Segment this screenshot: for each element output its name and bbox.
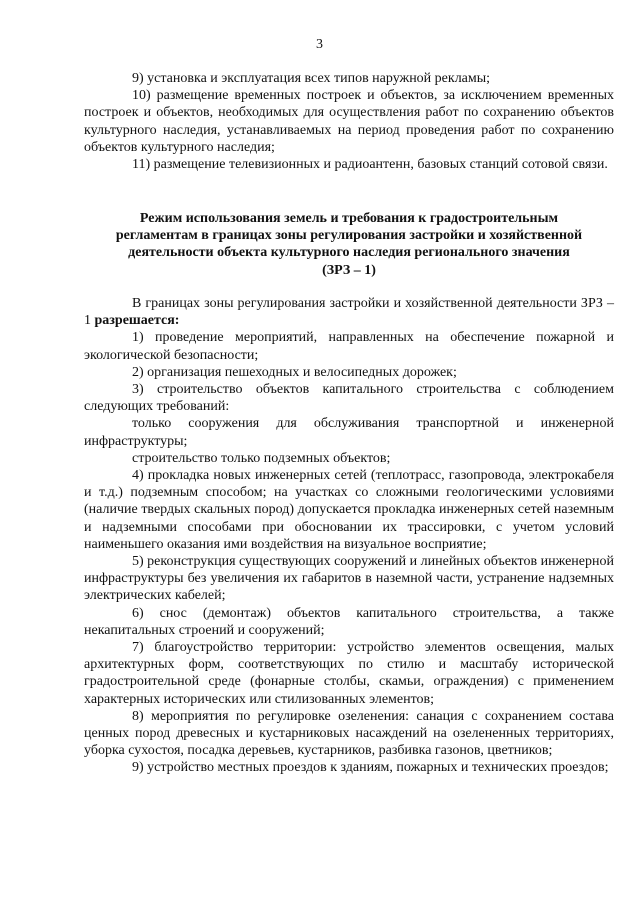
paragraph-item-9-advertising: 9) установка и эксплуатация всех типов наружной рекламы; [132,71,491,86]
paragraph-item-10-temporary-buildings: 10) размещение временных построек и объектов, за исключением временных построек и объектов, необходимых для осуществления работ по сохранению объектов культурного наследия, устанавливаемых на период проведения работ по сохранению объектов культурного наследия; [84,88,614,155]
intro-paragraph [84,295,614,329]
list-item: строительство только подземных объектов; [132,450,391,466]
list-item: 3) строительство объектов капитального строительства с соблюдением следующих требований: [84,382,614,415]
page-number: 3 [316,37,323,52]
heading-line-4: (ЗРЗ – 1) [322,262,376,278]
list-item: 4) прокладка новых инженерных сетей (теплотрасс, газопровода, электрокабеля и т.д.) подземным способом; на участках со сложными геологическими условиями (наличие твердых скальных пород) допускается прокладка инженерных сетей наземным и надземными способами при обосновании их трассировки, с учетом условий наименьшего оказания ими воздействия на визуальное восприятие; [84,468,614,552]
top-section [84,70,614,173]
list-item: 1) проведение мероприятий, направленных на обеспечение пожарной и экологической безопасности; [84,330,614,363]
heading-line-3: деятельности объекта культурного наследия регионального значения [128,245,570,261]
list-item: 8) мероприятия по регулировке озеленения: санация с сохранением состава ценных пород древесных и кустарниковых насаждений на озелененных территориях, уборка сухостоя, посадка деревьев, кустарников, разбивка газонов, цветников; [84,708,614,759]
list-item: 2) организация пешеходных и велосипедных дорожек; [132,364,457,380]
heading-line-1: Режим использования земель и требования к градостроительным [139,211,559,226]
paragraph-item-11-antennas: 11) размещение телевизионных и радиоантенн, базовых станций сотовой связи. [132,157,608,173]
intro-text: В границах зоны регулирования застройки и хозяйственной деятельности ЗРЗ – 1 [84,296,614,329]
intro-bold: разрешается: [94,313,180,329]
list-item: 5) реконструкция существующих сооружений и линейных объектов инженерной инфраструктуры без увеличения их габаритов в наземной части, устранение надземных электрических кабелей; [84,554,614,604]
heading-line-2: регламентам в границах зоны регулирования застройки и хозяйственной [115,228,583,244]
list-item: 9) устройство местных проездов к зданиям, пожарных и технических проездов; [132,760,609,776]
list-item: 6) снос (демонтаж) объектов капитального строительства, а также некапитальных строений и сооружений; [84,605,614,638]
section-heading [84,210,614,279]
list-item: только сооружения для обслуживания транспортной и инженерной инфраструктуры; [84,416,614,449]
main-section [84,295,614,777]
list-item: 7) благоустройство территории: устройство элементов освещения, малых архитектурных форм, соответствующих по стилю и масштабу исторической градостроительной среде (фонарные столбы, скамьи, ограждения) с применением характерных исторических или стилизованных элементов; [84,640,614,707]
